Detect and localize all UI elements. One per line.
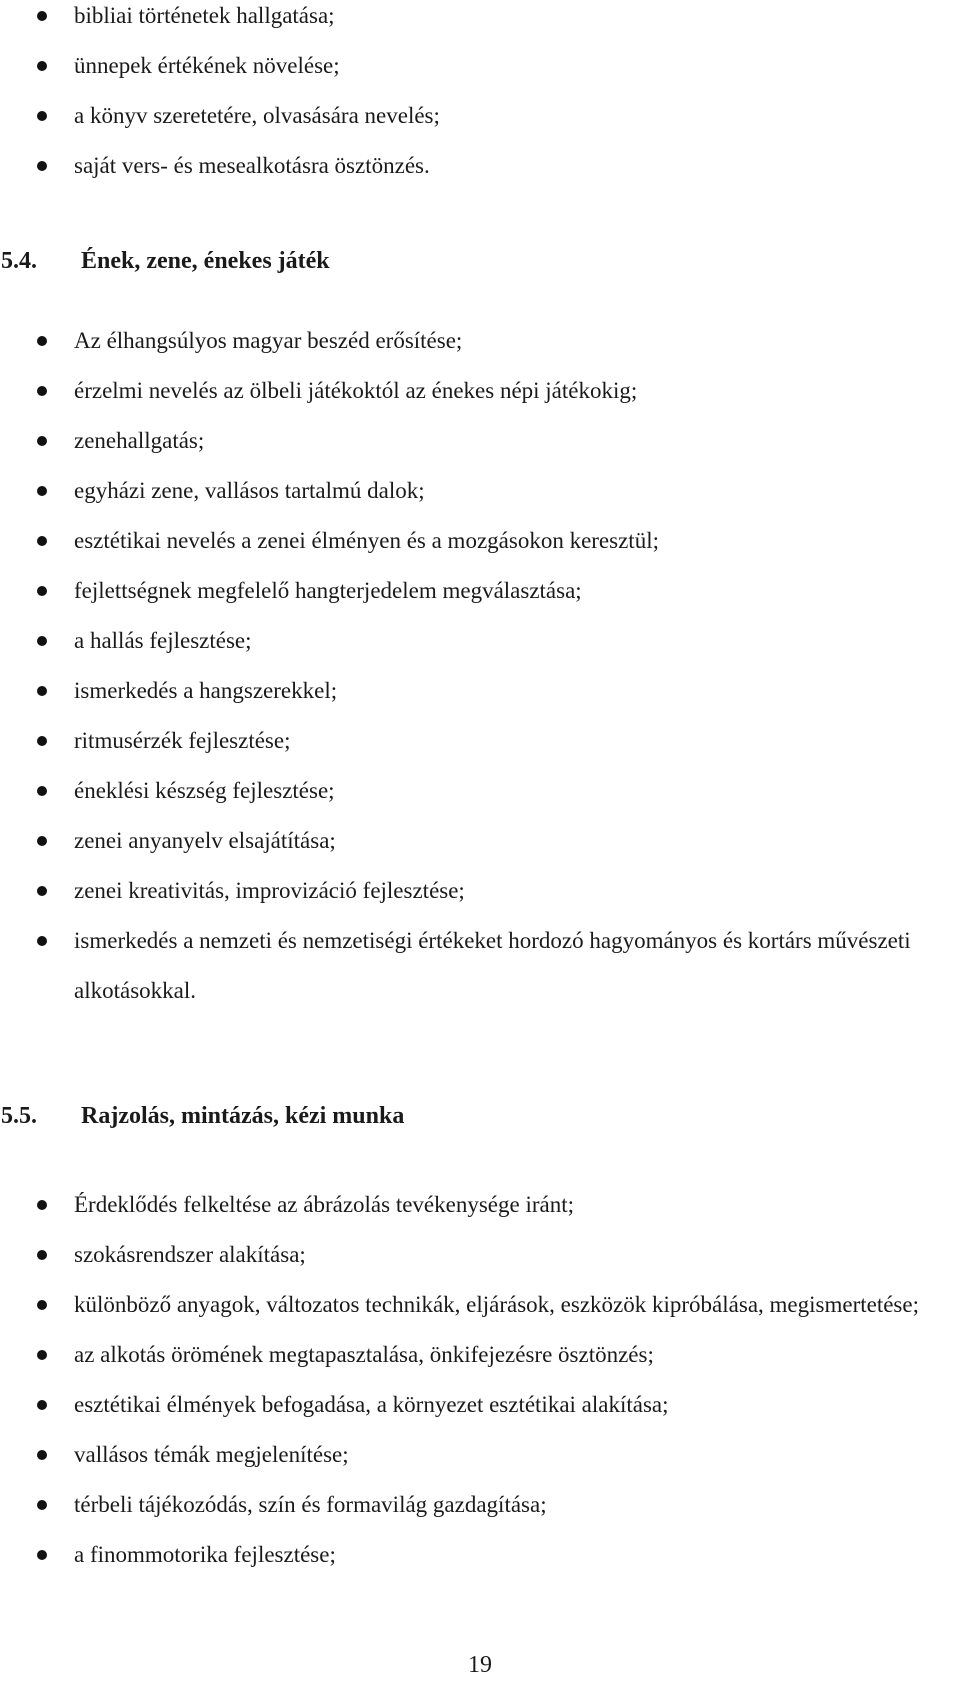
- list-item: [0, 866, 960, 916]
- bullet-icon: [37, 1500, 47, 1510]
- bullet-icon: [37, 736, 47, 746]
- list-item: [0, 566, 960, 616]
- list-item: [0, 1530, 960, 1580]
- list-item: [0, 1230, 960, 1280]
- list-item-text: a könyv szeretetére, olvasására nevelés;: [74, 103, 440, 128]
- bullet-icon: [37, 486, 47, 496]
- list-item-text: esztétikai nevelés a zenei élményen és a mozgásokon keresztül;: [74, 528, 659, 553]
- bullet-icon: [37, 1250, 47, 1260]
- bullet-list-intro: [0, 0, 440, 191]
- list-item-text: térbeli tájékozódás, szín és formavilág gazdagítása;: [74, 1492, 547, 1517]
- bullet-icon: [37, 686, 47, 696]
- list-item-text: az alkotás örömének megtapasztalása, önkifejezésre ösztönzés;: [74, 1342, 654, 1367]
- list-item-text: éneklési készség fejlesztése;: [74, 778, 335, 803]
- bullet-icon: [37, 536, 47, 546]
- list-item: [0, 816, 960, 866]
- list-item: [0, 1430, 960, 1480]
- list-item-text: bibliai történetek hallgatása;: [74, 3, 335, 28]
- list-item-text: különböző anyagok, változatos technikák, eljárások, eszközök kipróbálása, megismertetése;: [74, 1292, 919, 1317]
- list-item-text: ünnepek értékének növelése;: [74, 53, 340, 78]
- list-item: [0, 916, 960, 1016]
- list-item: [0, 766, 960, 816]
- list-item: [0, 1180, 960, 1230]
- bullet-icon: [37, 1400, 47, 1410]
- section-title: Rajzolás, mintázás, kézi munka: [81, 1103, 405, 1129]
- bullet-icon: [37, 386, 47, 396]
- list-item-text: érzelmi nevelés az ölbeli játékoktól az énekes népi játékokig;: [74, 378, 638, 403]
- list-item: [0, 666, 960, 716]
- list-item: [0, 616, 960, 666]
- list-item: [0, 366, 960, 416]
- list-item-text: esztétikai élmények befogadása, a környezet esztétikai alakítása;: [74, 1392, 669, 1417]
- list-item-text: zenei anyanyelv elsajátítása;: [74, 828, 336, 853]
- bullet-icon: [37, 886, 47, 896]
- list-item: [0, 416, 960, 466]
- list-item: [0, 141, 440, 191]
- list-item-text: Az élhangsúlyos magyar beszéd erősítése;: [74, 328, 463, 353]
- bullet-icon: [37, 836, 47, 846]
- bullet-icon: [37, 11, 47, 21]
- bullet-icon: [37, 436, 47, 446]
- bullet-icon: [37, 1350, 47, 1360]
- list-item: [0, 1330, 960, 1380]
- page-number: 19: [468, 1652, 492, 1678]
- list-item-text: ismerkedés a nemzeti és nemzetiségi értékeket hordozó hagyományos és kortárs művészeti alkotásokkal.: [74, 928, 911, 1003]
- bullet-list-drawing: [0, 1180, 960, 1580]
- list-item-text: fejlettségnek megfelelő hangterjedelem megválasztása;: [74, 578, 582, 603]
- bullet-icon: [37, 1450, 47, 1460]
- list-item: [0, 316, 960, 366]
- section-number: 5.5.: [1, 1103, 37, 1129]
- bullet-icon: [37, 61, 47, 71]
- bullet-icon: [37, 111, 47, 121]
- list-item: [0, 466, 960, 516]
- list-item-text: vallásos témák megjelenítése;: [74, 1442, 349, 1467]
- section-number: 5.4.: [1, 248, 37, 274]
- list-item-text: szokásrendszer alakítása;: [74, 1242, 306, 1267]
- list-item-text: a finommotorika fejlesztése;: [74, 1542, 336, 1567]
- list-item-text: saját vers- és mesealkotásra ösztönzés.: [74, 153, 430, 178]
- list-item-text: Érdeklődés felkeltése az ábrázolás tevékenysége iránt;: [74, 1192, 575, 1217]
- list-item-text: a hallás fejlesztése;: [74, 628, 252, 653]
- bullet-icon: [37, 161, 47, 171]
- bullet-icon: [37, 936, 47, 946]
- list-item: [0, 1380, 960, 1430]
- bullet-icon: [37, 1550, 47, 1560]
- list-item-text: ritmusérzék fejlesztése;: [74, 728, 291, 753]
- list-item: [0, 41, 440, 91]
- list-item: [0, 516, 960, 566]
- list-item: [0, 1280, 960, 1330]
- list-item: [0, 1480, 960, 1530]
- list-item-text: egyházi zene, vallásos tartalmú dalok;: [74, 478, 425, 503]
- list-item-text: zenei kreativitás, improvizáció fejlesztése;: [74, 878, 465, 903]
- bullet-icon: [37, 1300, 47, 1310]
- list-item-text: ismerkedés a hangszerekkel;: [74, 678, 338, 703]
- bullet-list-music: [0, 316, 960, 1016]
- bullet-icon: [37, 786, 47, 796]
- bullet-icon: [37, 336, 47, 346]
- bullet-icon: [37, 636, 47, 646]
- section-title: Ének, zene, énekes játék: [81, 248, 330, 274]
- list-item-text: zenehallgatás;: [74, 428, 205, 453]
- list-item: [0, 91, 440, 141]
- list-item: [0, 0, 440, 41]
- list-item: [0, 716, 960, 766]
- bullet-icon: [37, 586, 47, 596]
- bullet-icon: [37, 1200, 47, 1210]
